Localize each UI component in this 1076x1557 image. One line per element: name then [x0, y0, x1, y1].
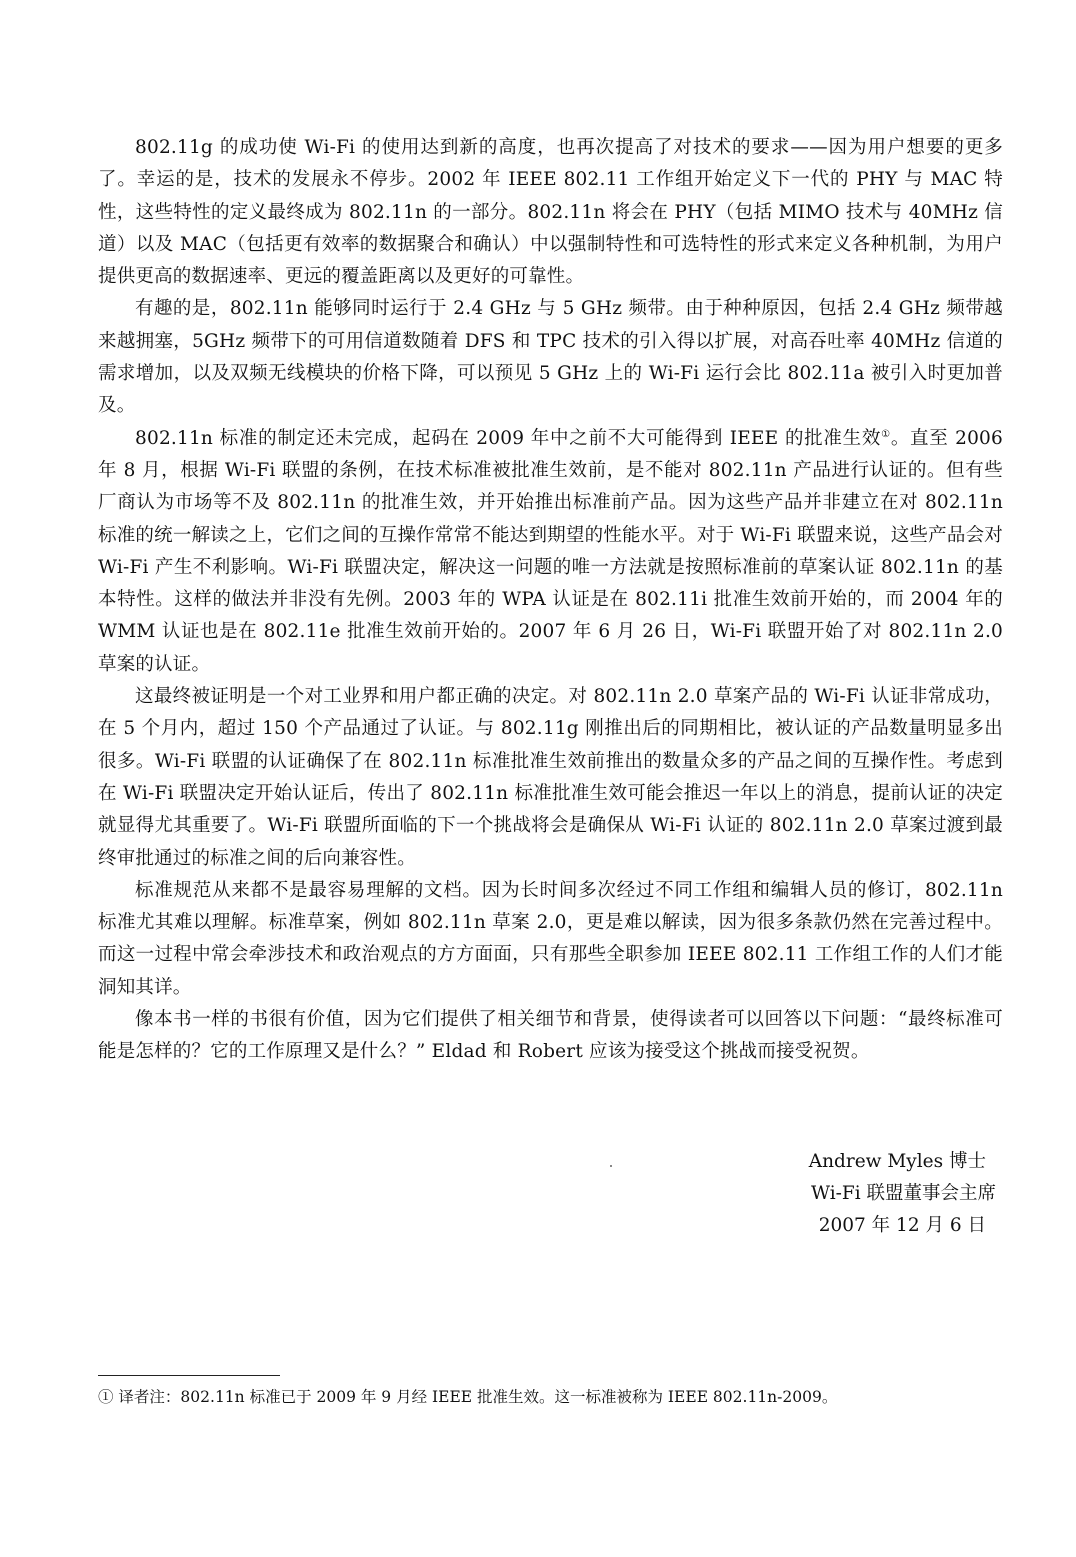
paragraph-5: 标准规范从来都不是最容易理解的文档。因为长时间多次经过不同工作组和编辑人员的修订，802.11n 标准尤其难以理解。标准草案，例如 802.11n 草案 2.0，更是难以解读，因为很多条款仍然在完善过程中。而这一过程中常会牵涉技术和政治观点的方方面面，只有那些全职参加 IEEE 802.11 工作组工作的人们才能洞知其详。: [98, 879, 1003, 998]
signature-title: Wi-Fi 联盟董事会主席: [811, 1183, 996, 1204]
signature-name: Andrew Myles 博士: [808, 1151, 986, 1172]
footnote-divider: [98, 1375, 280, 1376]
paragraph-1: 802.11g 的成功使 Wi-Fi 的使用达到新的高度，也再次提高了对技术的要求——因为用户想要的更多了。幸运的是，技术的发展永不停步。2002 年 IEEE 802.11 工作组开始定义下一代的 PHY 与 MAC 特性，这些特性的定义最终成为 802.11n 的一部分。802.11n 将会在 PHY（包括 MIMO 技术与 40MHz 信道）以及 MAC（包括更有效率的数据聚合和确认）中以强制特性和可选特性的形式来定义各种机制，为用户提供更高的数据速率、更远的覆盖距离以及更好的可靠性。: [98, 137, 1003, 288]
paragraph-2: 有趣的是，802.11n 能够同时运行于 2.4 GHz 与 5 GHz 频带。由于种种原因，包括 2.4 GHz 频带越来越拥塞，5GHz 频带下的可用信道数随着 DFS 和 TPC 技术的引入得以扩展，对高吞吐率 40MHz 信道的需求增加，以及双频无线模块的价格下降，可以预见 5 GHz 上的 Wi-Fi 运行会比 802.11a 被引入时更加普及。: [98, 298, 1003, 417]
paragraph-3-text-before-note: 802.11n 标准的制定还未完成，起码在 2009 年中之前不大可能得到 IEEE 的批准生效: [135, 427, 882, 449]
paragraph-3-text-after-note: 。直至 2006 年 8 月，根据 Wi-Fi 联盟的条例，在技术标准被批准生效前，是不能对 802.11n 产品进行认证的。但有些厂商认为市场等不及 802.11n 的批准生效，并开始推出标准前产品。因为这些产品并非建立在对 802.11n 标准的统一解读之上，它们之间的互操作常常不能达到期望的性能水平。对于 Wi-Fi 联盟来说，这些产品会对 Wi-Fi 产生不利影响。Wi-Fi 联盟决定，解决这一问题的唯一方法就是按照标准前的草案认证 802.11n 的基本特性。这样的做法并非没有先例。2003 年的 WPA 认证是在 802.11i 批准生效前开始的，而 2004 年的 WMM 认证也是在 802.11e 批准生效前开始的。2007 年 6 月 26 日，Wi-Fi 联盟开始了对 802.11n 2.0 草案的认证。: [98, 427, 1004, 675]
paragraph-4: 这最终被证明是一个对工业界和用户都正确的决定。对 802.11n 2.0 草案产品的 Wi-Fi 认证非常成功，在 5 个月内，超过 150 个产品通过了认证。与 802.11g 刚推出后的同期相比，被认证的产品数量明显多出很多。Wi-Fi 联盟的认证确保了在 802.11n 标准批准生效前推出的数量众多的产品之间的互操作性。考虑到在 Wi-Fi 联盟决定开始认证后，传出了 802.11n 标准批准生效可能会推迟一年以上的消息，提前认证的决定就显得尤其重要了。Wi-Fi 联盟所面临的下一个挑战将会是确保从 Wi-Fi 认证的 802.11n 2.0 草案过渡到最终审批通过的标准之间的后向兼容性。: [98, 686, 1003, 869]
footnote-reference-mark: ①: [881, 428, 891, 440]
signature-date: 2007 年 12 月 6 日: [818, 1215, 986, 1236]
paragraph-6: 像本书一样的书很有价值，因为它们提供了相关细节和背景，使得读者可以回答以下问题：“最终标准可能是怎样的？它的工作原理又是什么？” Eldad 和 Robert 应该为接受这个挑战而接受祝贺。: [98, 1009, 1003, 1063]
scan-speck: [610, 1165, 612, 1167]
paragraph-3: [98, 423, 1003, 681]
body-text: [98, 132, 1003, 1069]
signature-block: [736, 1146, 996, 1242]
footnote: ① 译者注：802.11n 标准已于 2009 年 9 月经 IEEE 批准生效。这一标准被称为 IEEE 802.11n-2009。: [98, 1388, 838, 1406]
